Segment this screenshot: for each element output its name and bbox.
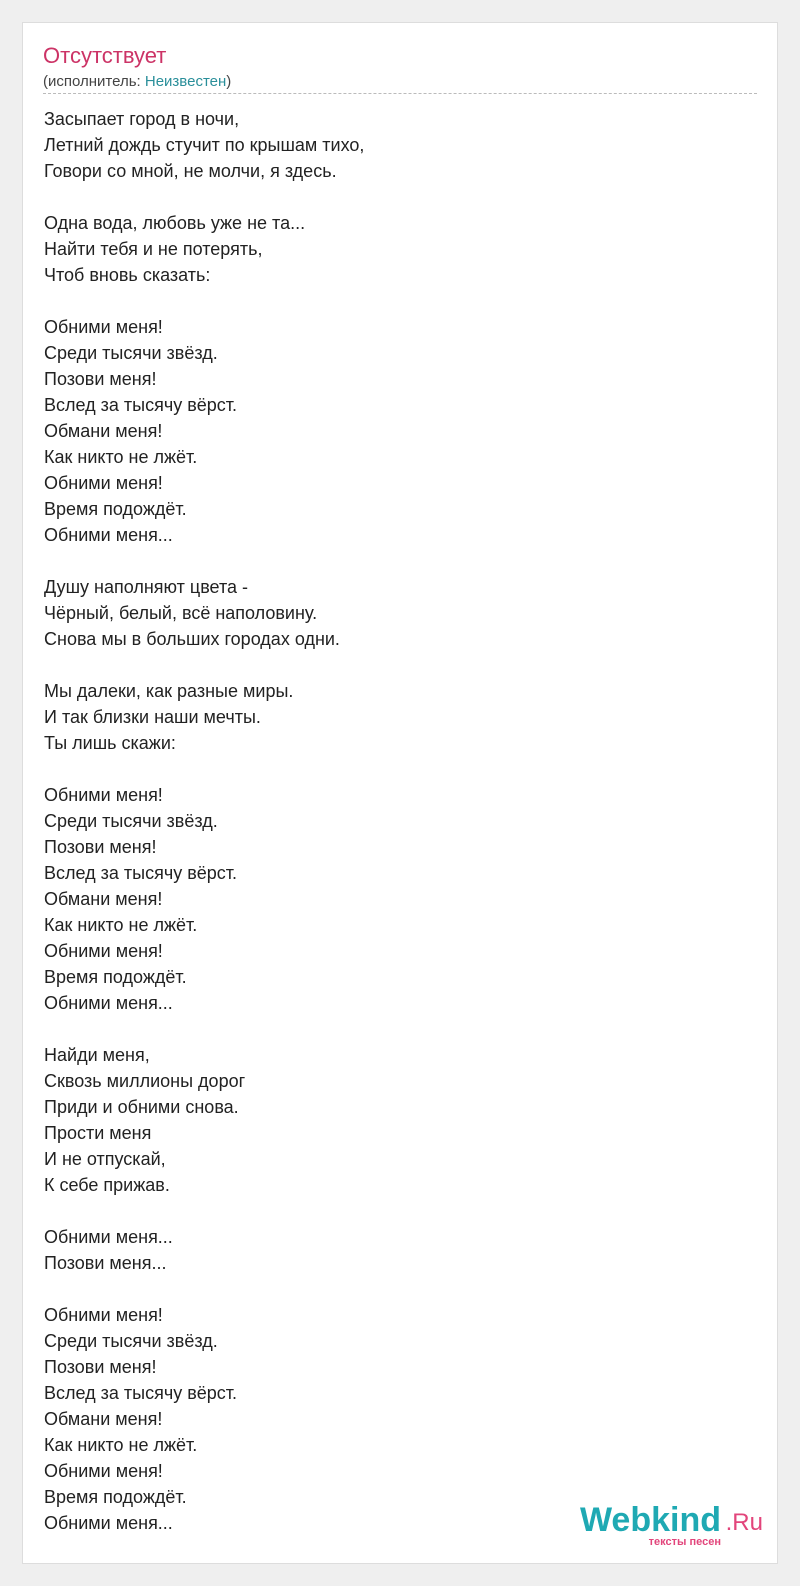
lyrics-stanza	[44, 782, 744, 1016]
lyrics-line: Время подождёт.	[44, 967, 187, 987]
lyrics-line: Позови меня!	[44, 369, 157, 389]
lyrics-line: Время подождёт.	[44, 1487, 187, 1507]
lyrics-stanza	[44, 1224, 744, 1276]
lyrics-card	[22, 22, 778, 1564]
webkind-logo[interactable]	[563, 1501, 763, 1549]
lyrics-line: Обними меня...	[44, 1227, 173, 1247]
lyrics-line: Как никто не лжёт.	[44, 1435, 198, 1455]
lyrics-line: И не отпускай,	[44, 1149, 166, 1169]
lyrics-line: Чёрный, белый, всё наполовину.	[44, 603, 318, 623]
lyrics-line: Обними меня...	[44, 1513, 173, 1533]
lyrics-line: Прости меня	[44, 1123, 152, 1143]
lyrics-stanza	[44, 106, 744, 184]
lyrics-line: Обними меня!	[44, 1461, 163, 1481]
song-title: Отсутствует	[43, 43, 167, 68]
lyrics-line: Обними меня!	[44, 785, 163, 805]
lyrics-line: Ты лишь скажи:	[44, 733, 176, 753]
lyrics-stanza	[44, 678, 744, 756]
lyrics-line: Одна вода, любовь уже не та...	[44, 213, 306, 233]
lyrics-line: Вслед за тысячу вёрст.	[44, 395, 238, 415]
artist-prefix: (исполнитель:	[43, 73, 145, 90]
lyrics-line: Обними меня!	[44, 473, 163, 493]
lyrics-line: Мы далеки, как разные миры.	[44, 681, 294, 701]
lyrics-line: Как никто не лжёт.	[44, 915, 198, 935]
lyrics-line: Вслед за тысячу вёрст.	[44, 1383, 238, 1403]
lyrics-line: Говори со мной, не молчи, я здесь.	[44, 161, 337, 181]
lyrics-line: Время подождёт.	[44, 499, 187, 519]
lyrics-line: Сквозь миллионы дорог	[44, 1071, 246, 1091]
lyrics-line: Засыпает город в ночи,	[44, 109, 240, 129]
artist-link[interactable]: Неизвестен	[144, 73, 227, 90]
lyrics-line: Душу наполняют цвета -	[44, 577, 249, 597]
lyrics-line: Чтоб вновь сказать:	[44, 265, 211, 285]
logo-tld: .Ru	[725, 1509, 763, 1536]
lyrics-line: Среди тысячи звёзд.	[44, 811, 218, 831]
lyrics-line: Обними меня...	[44, 993, 173, 1013]
logo-tagline: тексты песен	[648, 1536, 721, 1548]
artist-line	[43, 73, 231, 91]
lyrics-line: Обмани меня!	[44, 421, 163, 441]
lyrics-line: И так близки наши мечты.	[44, 707, 261, 727]
header-divider	[43, 93, 757, 94]
artist-suffix: )	[226, 73, 232, 90]
lyrics-line: Найти тебя и не потерять,	[44, 239, 263, 259]
lyrics-line: К себе прижав.	[44, 1175, 170, 1195]
lyrics-line: Обними меня...	[44, 525, 173, 545]
lyrics-line: Обними меня!	[44, 317, 163, 337]
lyrics-line: Среди тысячи звёзд.	[44, 1331, 218, 1351]
lyrics-line: Как никто не лжёт.	[44, 447, 198, 467]
lyrics-stanza	[44, 1042, 744, 1198]
logo-name: Webkind	[579, 1501, 721, 1539]
lyrics-text	[44, 106, 744, 1562]
lyrics-stanza	[44, 314, 744, 548]
lyrics-stanza	[44, 210, 744, 288]
lyrics-line: Обними меня!	[44, 941, 163, 961]
lyrics-line: Летний дождь стучит по крышам тихо,	[44, 135, 365, 155]
lyrics-line: Позови меня!	[44, 1357, 157, 1377]
lyrics-line: Снова мы в больших городах одни.	[44, 629, 340, 649]
lyrics-stanza	[44, 574, 744, 652]
lyrics-line: Среди тысячи звёзд.	[44, 343, 218, 363]
lyrics-line: Позови меня!	[44, 837, 157, 857]
lyrics-line: Позови меня...	[44, 1253, 167, 1273]
lyrics-line: Найди меня,	[44, 1045, 150, 1065]
lyrics-line: Приди и обними снова.	[44, 1097, 239, 1117]
lyrics-line: Обмани меня!	[44, 889, 163, 909]
lyrics-line: Обними меня!	[44, 1305, 163, 1325]
lyrics-line: Обмани меня!	[44, 1409, 163, 1429]
lyrics-line: Вслед за тысячу вёрст.	[44, 863, 238, 883]
